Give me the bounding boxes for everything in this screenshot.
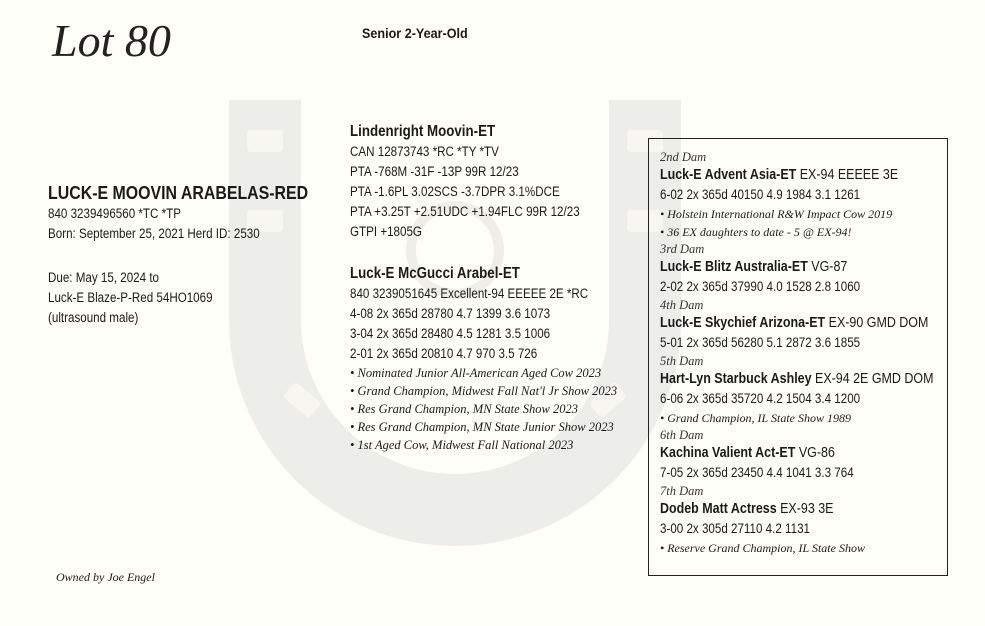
animal-info — [48, 182, 351, 244]
ancestor-classification: VG-87 — [807, 259, 848, 275]
ancestor-entry — [660, 443, 933, 463]
pedigree-list — [660, 149, 978, 557]
ancestor-note: • 36 EX daughters to date - 5 @ EX-94! — [660, 225, 852, 239]
sire-line: PTA -768M -31F -13P 99R 12/23 — [350, 164, 519, 179]
dam-line: 3-04 2x 365d 28480 4.5 1281 3.5 1006 — [350, 326, 551, 341]
due-line: Due: May 15, 2024 to — [48, 270, 160, 285]
ancestor-note: • Grand Champion, IL State Show 1989 — [660, 411, 851, 425]
sire-line: GTPI +1805G — [350, 224, 422, 239]
dam-note: • Nominated Junior All-American Aged Cow 2023 — [350, 366, 602, 380]
owner: Owned by Joe Engel — [56, 570, 155, 584]
ancestor-entry — [660, 313, 933, 333]
ancestor-classification: EX-94 EEEEE 3E — [796, 167, 899, 183]
dam-name: Luck-E McGucci Arabel-ET — [350, 265, 520, 282]
ancestor-name: Hart-Lyn Starbuck Ashley — [660, 371, 812, 387]
sire-line: PTA +3.25T +2.51UDC +1.94FLC 99R 12/23 — [350, 204, 580, 219]
generation-label: 2nd Dam — [660, 150, 707, 164]
ancestor-record: 6-02 2x 365d 40150 4.9 1984 3.1 1261 — [660, 187, 861, 202]
ancestor-record: 5-01 2x 365d 56280 5.1 2872 3.6 1855 — [660, 335, 861, 350]
ancestor-classification: EX-90 GMD DOM — [825, 315, 929, 331]
ancestor-name: Dodeb Matt Actress — [660, 501, 777, 517]
dam-section — [350, 264, 627, 454]
generation-label: 5th Dam — [660, 354, 704, 368]
ancestor-entry — [660, 369, 933, 389]
pedigree-box — [648, 138, 948, 576]
animal-birth: Born: September 25, 2021 Herd ID: 2530 — [48, 226, 260, 241]
sire-section — [350, 122, 617, 242]
ancestor-note: • Holstein International R&W Impact Cow 2019 — [660, 207, 893, 221]
sire-line: CAN 12873743 *RC *TY *TV — [350, 144, 499, 159]
ancestor-note: • Reserve Grand Champion, IL State Show — [660, 541, 865, 555]
generation-label: 6th Dam — [660, 428, 704, 442]
sire-line: PTA -1.6PL 3.02SCS -3.7DPR 3.1%DCE — [350, 184, 560, 199]
ancestor-classification: EX-93 3E — [776, 501, 834, 517]
generation-label: 4th Dam — [660, 298, 704, 312]
animal-name: LUCK-E MOOVIN ARABELAS-RED — [48, 182, 309, 203]
generation-label: 7th Dam — [660, 484, 704, 498]
due-line: (ultrasound male) — [48, 310, 139, 325]
ancestor-name: Luck-E Advent Asia-ET — [660, 167, 797, 183]
due-line: Luck-E Blaze-P-Red 54HO1069 — [48, 290, 213, 305]
dam-note: • Res Grand Champion, MN State Junior Show 2023 — [350, 420, 614, 434]
dam-line: 840 3239051645 Excellent-94 EEEEE 2E *RC — [350, 286, 589, 301]
ancestor-classification: EX-94 2E GMD DOM — [811, 371, 934, 387]
dam-note: • Grand Champion, Midwest Fall Nat'l Jr Show 2023 — [350, 384, 618, 398]
ancestor-record: 2-02 2x 365d 37990 4.0 1528 2.8 1060 — [660, 279, 861, 294]
dam-line: 2-01 2x 365d 20810 4.7 970 3.5 726 — [350, 346, 538, 361]
ancestor-name: Luck-E Blitz Australia-ET — [660, 259, 808, 275]
ancestor-name: Kachina Valient Act-ET — [660, 445, 796, 461]
dam-note: • 1st Aged Cow, Midwest Fall National 2023 — [350, 438, 574, 452]
lot-number: Lot 80 — [52, 15, 171, 66]
ancestor-entry — [660, 165, 933, 185]
ancestor-name: Luck-E Skychief Arizona-ET — [660, 315, 826, 331]
ancestor-record: 3-00 2x 305d 27110 4.2 1131 — [660, 521, 810, 536]
ancestor-record: 7-05 2x 365d 23450 4.4 1041 3.3 764 — [660, 465, 854, 480]
due-info — [48, 268, 239, 328]
class-label: Senior 2-Year-Old — [362, 25, 468, 41]
animal-registration: 840 3239496560 *TC *TP — [48, 206, 181, 221]
ancestor-classification: VG-86 — [795, 445, 835, 461]
dam-note: • Res Grand Champion, MN State Show 2023 — [350, 402, 578, 416]
ancestor-record: 6-06 2x 365d 35720 4.2 1504 3.4 1200 — [660, 391, 861, 406]
generation-label: 3rd Dam — [660, 242, 705, 256]
ancestor-entry — [660, 257, 933, 277]
ancestor-entry — [660, 499, 933, 519]
sire-name: Lindenright Moovin-ET — [350, 123, 496, 140]
dam-line: 4-08 2x 365d 28780 4.7 1399 3.6 1073 — [350, 306, 551, 321]
